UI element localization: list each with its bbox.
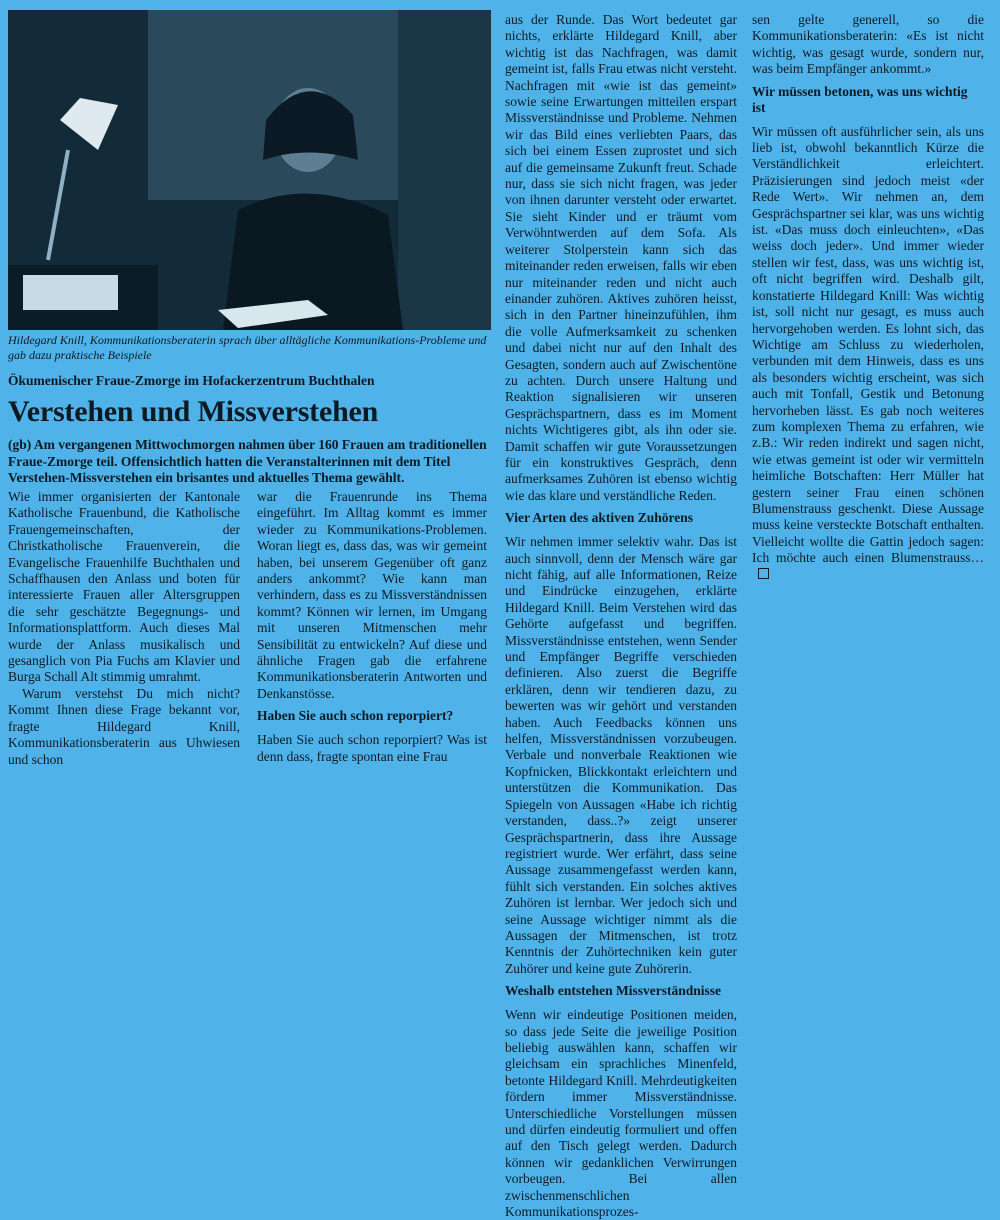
paragraph: Haben Sie auch schon reporpiert? Was ist denn dass, fragte spontan eine Frau [257,732,487,764]
paragraph: aus der Runde. Das Wort bedeutet gar nichts, erklärte Hildegard Knill, aber wichtig ist das Nachfragen, was damit gemeint ist, falls Frau etwas nicht versteht. Nachfragen mit «wie ist das gemeint» sowie seine Erwartungen mitteilen erspart Missverständnisse und Probleme. Nehmen wir das Bild eines verliebten Paars, das sich bei einem Essen zuprostet und sich auf die gemeinsame Zukunft freut. Schade nur, dass sie sich nicht fragen, was jeder von ihnen darunter versteht oder erwartet. Sie sieht Kinder und er träumt vom Verwöhntwerden auf dem Sofa. Als weiterer Stolperstein kann sich das miteinander reden erweisen, falls wir eben nur miteinander reden und nicht auch einander zuhören. Aktives zuhören heisst, sich in den Partner hineinzufühlen, ihm die volle Aufmerksamkeit zu schenken und dabei nicht nur auf den Inhalt des Gesagten, sondern auch auf Zwischentöne zu achten. Durch unsere Haltung und Reaktion signalisieren wir unseren Gesprächspartnern, dass es im Moment nichts Wichtigeres gibt, als ihn oder sie. Damit schaffen wir gute Voraussetzungen für ein konstruktives Gespräch, denn aufmerksames Zuhören ist ebenso wichtig wie das klare und verständliche Reden. [505,12,737,503]
column-1 [8,489,240,768]
subheading: Wir müssen betonen, was uns wichtig ist [752,83,968,115]
column-3 [505,12,737,1220]
column-2 [257,489,487,765]
paragraph: Wir nehmen immer selektiv wahr. Das ist auch sinnvoll, denn der Mensch wäre gar nicht fähig, auf alle Informationen, Reize und Eindrücke einzugehen, erklärte Hildegard Knill. Beim Verstehen wird das Gehörte aufgefasst und begriffen. Missverständnisse entstehen, wenn Sender und Empfänger Begriffe verschieden definieren. Also zuerst die Begriffe erklären, denn wir tendieren dazu, zu bewerten was wir gehört und verstanden haben. Auch Feedbacks können uns helfen, Missverständnissen vorzubeugen. Verbale und nonverbale Reaktionen wie Kopfnicken, Blickkontakt erleichtern und unterstützen die Kommunikation. Das Spiegeln von Aussagen «Habe ich richtig verstanden, dass..?» zeigt unserer Gesprächspartnerin, dass ihre Aussage registriert wurde. Wer erfährt, dass seine Aussage zusammengefasst werden kann, fühlt sich verstanden. Ein solches aktives Zuhören ist lernbar. Wer jedoch sich und seine Aussage wichtiger nimmt als die Aussagen der Mitmenschen, ist trotz Kenntnis der Zuhörtechniken kein guter Zuhörer und keine gute Zuhörerin. [505,534,737,976]
paragraph: Wie immer organisierten der Kantonale Katholische Frauenbund, die Katholische Frauengemeinschaften, der Christkatholische Frauenverein, die Evangelische Frauenhilfe Buchthalen und Schaffhausen den Anlass und boten für interessierte Frauen aller Altersgruppen die sehr geschätzte Begegnungs- und Informationsplattform. Auch dieses Mal wurde der Anlass musikalisch und gesanglich von Pia Fuchs am Klavier und Burga Schall Alt stimmig umrahmt. [8,489,240,685]
speaker-photo-image [8,10,491,330]
end-of-article-mark [758,568,769,579]
paragraph: Wenn wir eindeutige Positionen meiden, so dass jede Seite die jeweilige Position beliebig auswählen kann, schaffen wir gleichsam ein sprachliches Minenfeld, betonte Hildegard Knill. Mehrdeutigkeiten fördern immer Missverständnisse. Unterschiedliche Vorstellungen müssen und dürfen eindeutig formuliert und offen auf den Tisch gelegt werden. Dadurch können wir gedanklichen Verwirrungen vorbeugen. Bei allen zwischenmenschlichen Kommunikationsprozes- [505,1007,737,1220]
photo-caption: Hildegard Knill, Kommunikationsberaterin sprach über alltägliche Kommunikations-Probleme und gab dazu praktische Beispiele [8,333,487,362]
paragraph: sen gelte generell, so die Kommunikationsberaterin: «Es ist nicht wichtig, was gesagt wurde, sondern nur, was beim Empfänger ankommt.» [752,12,984,77]
article-lead: (gb) Am vergangenen Mittwochmorgen nahmen über 160 Frauen am traditionellen Fraue-Zmorge teil. Offensichtlich hatten die Veranstalterinnen mit dem Titel Verstehen-Missverstehen ein brisantes und aktuelles Thema gewählt. [8,437,487,485]
article-kicker: Ökumenischer Fraue-Zmorge im Hofackerzentrum Buchthalen [8,373,375,388]
subheading: Weshalb entstehen Missverständnisse [505,983,722,999]
speaker-photo [8,10,491,330]
paragraph: war die Frauenrunde ins Thema eingeführt. Im Alltag kommt es immer wieder zu Kommunikations-Problemen. Woran liegt es, dass das, was wir gemeint haben, bei unserem Gegenüber oft ganz anders ankommt? Wie kann man verhindern, dass es zu Missverständnissen kommt? Können wir lernen, im Umgang mit unseren Mitmenschen mehr Sensibilität zu entwickeln? Auf diese und ähnliche Fragen gab die erfahrene Kommunikationsberaterin Antworten und Denkanstösse. [257,489,487,701]
column-4 [752,12,984,583]
paragraph [752,124,984,583]
article-headline: Verstehen und Missverstehen [8,395,379,428]
paragraph-text: Wir müssen oft ausführlicher sein, als uns lieb ist, obwohl bekanntlich Kürze die Verständlichkeit erleichtert. Präzisierungen sind jedoch meist «der Rede Wert». Wir nehmen an, dem Gesprächspartner sei klar, was uns wichtig ist. «Das muss doch einleuchten», «Das weiss doch jeder». Und immer wieder stellen wir fest, dass, was uns wichtig ist, oft nicht begriffen wird. Deshalb gilt, konstatierte Hildegard Knill: Was wichtig ist, soll nicht nur gesagt, es muss auch hervorgehoben werden. Es lohnt sich, das Wichtige am Schluss zu wiederholen, verbunden mit dem Hinweis, dass es uns als besonders wichtig erscheint, was sich auch mit Tonfall, Gestik und Betonung hervorheben lässt. Es gab noch weiteres zum komplexen Thema zu erfahren, wie z.B.: Wir reden indirekt und sagen nicht, wie etwas gemeint ist oder wir vermitteln heimliche Botschaften: Herr Müller hat gestern seiner Frau einen schönen Blumenstrauss geschenkt. Diese Aussage muss keine versteckte Botschaft enthalten. Vielleicht wollte die Gattin jedoch sagen: Ich möchte auch einen Blumenstrauss… [752,123,984,566]
paragraph: Warum verstehst Du mich nicht? Kommt Ihnen diese Frage bekannt vor, fragte Hildegard Knill, Kommunikationsberaterin aus Uhwiesen und schon [8,685,240,767]
subheading: Vier Arten des aktiven Zuhörens [505,510,694,526]
subheading: Haben Sie auch schon reporpiert? [257,708,454,724]
